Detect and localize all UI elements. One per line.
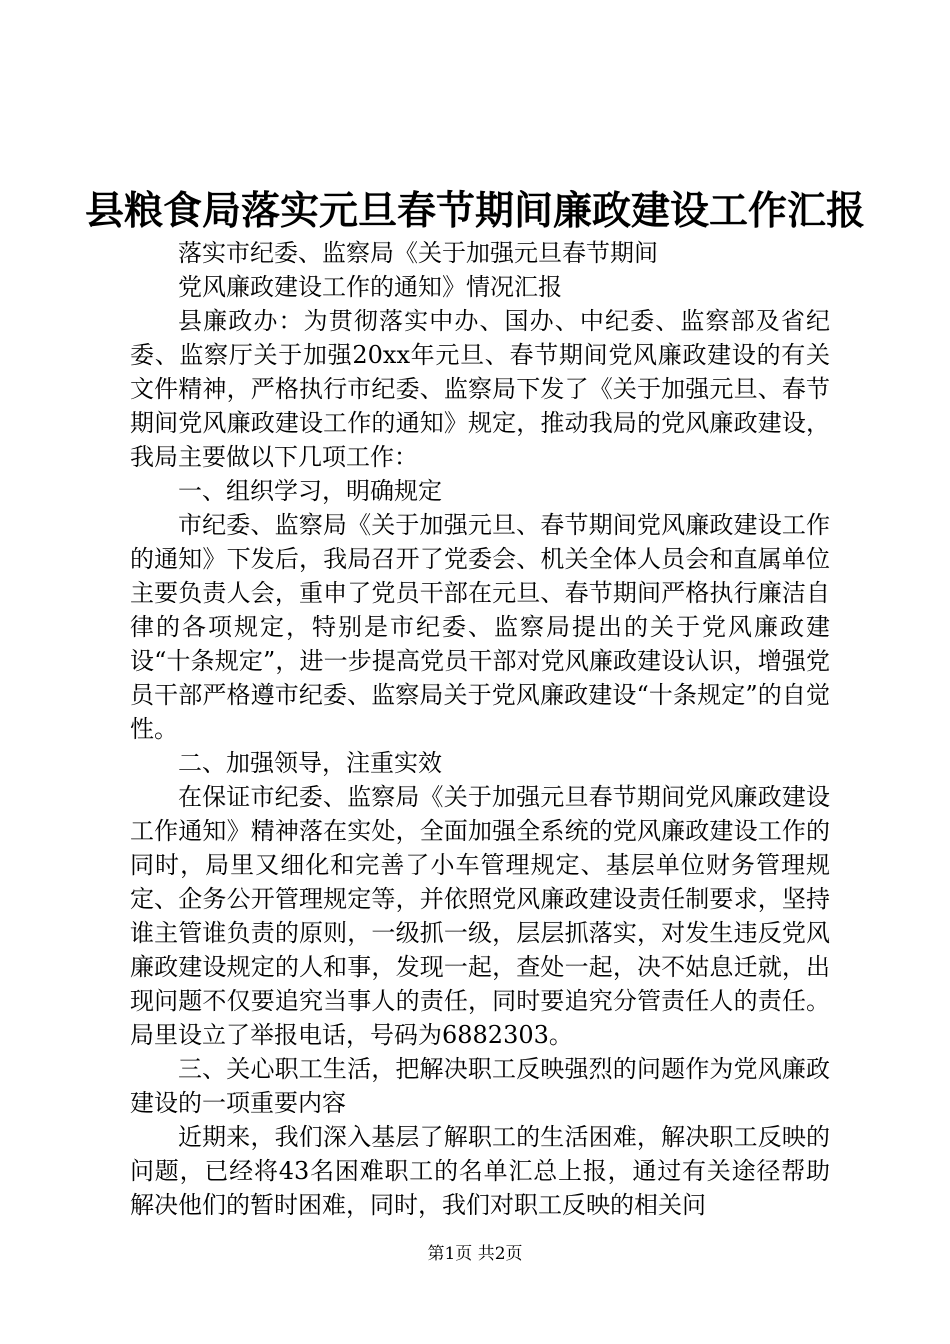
section-paragraph-2: 在保证市纪委、监察局《关于加强元旦春节期间党风廉政建设工作通知》精神落在实处，全面加强全系统的党风廉政建设工作的同时，局里又细化和完善了小车管理规定、基层单位财务管理规定、企务公开管理规定等，并依照党风廉政建设责任制要求，坚持谁主管谁负责的原则，一级抓一级，层层抓落实，对发生违反党风廉政建设规定的人和事，发现一起，查处一起，决不姑息迁就，出现问题不仅要追究当事人的责任，同时要追究分管责任人的责任。局里设立了举报电话，号码为6882303。 — [130, 783, 830, 1049]
section-paragraph-1: 市纪委、监察局《关于加强元旦、春节期间党风廉政建设工作的通知》下发后，我局召开了党委会、机关全体人员会和直属单位主要负责人会，重申了党员干部在元旦、春节期间严格执行廉洁自律的各项规定，特别是市纪委、监察局提出的关于党风廉政建设“十条规定”，进一步提高党员干部对党风廉政建设认识，增强党员干部严格遵市纪委、监察局关于党风廉政建设“十条规定”的自觉性。 — [130, 511, 830, 743]
document-body — [130, 236, 830, 1222]
subtitle-line-2: 党风廉政建设工作的通知》情况汇报 — [178, 273, 562, 301]
section-paragraph-3: 近期来，我们深入基层了解职工的生活困难，解决职工反映的问题，已经将43名困难职工的名单汇总上报，通过有关途径帮助解决他们的暂时困难，同时，我们对职工反映的相关问 — [130, 1123, 830, 1219]
section-heading-2: 二、加强领导，注重实效 — [178, 749, 442, 777]
document-title: 县粮食局落实元旦春节期间廉政建设工作汇报 — [84, 188, 865, 234]
section-heading-3: 三、关心职工生活，把解决职工反映强烈的问题作为党风廉政建设的一项重要内容 — [130, 1055, 830, 1117]
page-number-footer: 第1页 共2页 — [427, 1244, 523, 1264]
section-heading-1: 一、组织学习，明确规定 — [178, 477, 442, 505]
intro-paragraph: 县廉政办：为贯彻落实中办、国办、中纪委、监察部及省纪委、监察厅关于加强20xx年元旦、春节期间党风廉政建设的有关文件精神，严格执行市纪委、监察局下发了《关于加强元旦、春节期间党风廉政建设工作的通知》规定，推动我局的党风廉政建设，我局主要做以下几项工作： — [130, 307, 830, 471]
subtitle-line-1: 落实市纪委、监察局《关于加强元旦春节期间 — [178, 239, 658, 267]
